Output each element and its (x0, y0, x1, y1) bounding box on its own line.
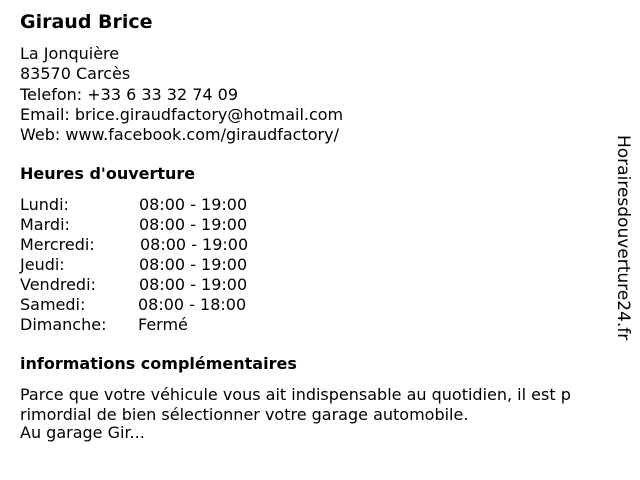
hours-time-monday: 08:00 - 19:00 (139, 195, 248, 214)
hours-heading: Heures d'ouverture (20, 164, 196, 183)
watermark-site-name: Horairesdouverture24.fr (613, 135, 633, 341)
hours-time-friday: 08:00 - 19:00 (139, 275, 248, 294)
info-heading: informations complémentaires (20, 354, 297, 373)
hours-time-saturday: 08:00 - 18:00 (138, 295, 247, 314)
hours-time-sunday: Fermé (138, 315, 188, 334)
hours-time-wednesday: 08:00 - 19:00 (140, 235, 249, 254)
web-line: Web: www.facebook.com/giraudfactory/ (20, 125, 339, 144)
phone-line: Telefon: +33 6 33 32 74 09 (20, 85, 239, 104)
hours-day-tuesday: Mardi: (20, 215, 70, 234)
hours-day-saturday: Samedi: (20, 295, 86, 314)
address-line-1: La Jonquière (20, 44, 120, 63)
hours-time-thursday: 08:00 - 19:00 (139, 255, 248, 274)
address-line-2: 83570 Carcès (20, 64, 131, 83)
business-name: Giraud Brice (20, 11, 153, 33)
info-text-line-2: rimordial de bien sélectionner votre garage automobile. (20, 405, 469, 424)
hours-day-thursday: Jeudi: (20, 255, 65, 274)
hours-day-wednesday: Mercredi: (20, 235, 95, 254)
hours-day-monday: Lundi: (20, 195, 69, 214)
hours-day-friday: Vendredi: (20, 275, 96, 294)
info-text-line-3: Au garage Gir... (20, 423, 145, 442)
hours-day-sunday: Dimanche: (20, 315, 107, 334)
email-line: Email: brice.giraudfactory@hotmail.com (20, 105, 344, 124)
hours-time-tuesday: 08:00 - 19:00 (139, 215, 248, 234)
info-text-line-1: Parce que votre véhicule vous ait indispensable au quotidien, il est p (20, 385, 571, 404)
